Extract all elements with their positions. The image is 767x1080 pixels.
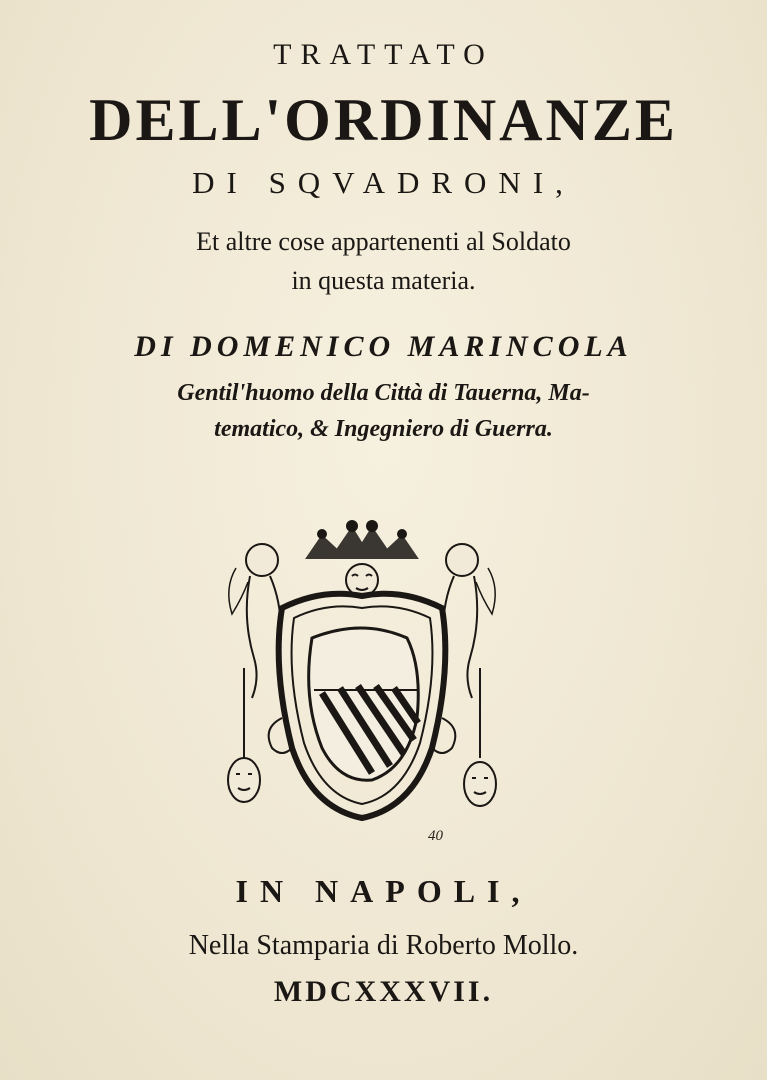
imprint-year: MDCXXXVII. — [273, 975, 494, 1008]
title-line-3: DI SQVADRONI, — [192, 165, 575, 200]
author-description-2: tematico, & Ingegniero di Guerra. — [214, 416, 553, 442]
main-title: DELL'ORDINANZE — [89, 87, 678, 153]
imprint-place: IN NAPOLI, — [235, 873, 532, 909]
author-name: DI DOMENICO MARINCOLA — [134, 330, 633, 363]
author-description-1: Gentil'huomo della Città di Tauerna, Ma- — [177, 380, 590, 406]
printer-emblem-icon — [222, 518, 502, 828]
title-line-1: TRATTATO — [273, 38, 494, 71]
subtitle-line-1: Et altre cose appartenenti al Soldato — [196, 227, 571, 256]
handwritten-note: 40 — [428, 828, 443, 844]
imprint-printer: Nella Stamparia di Roberto Mollo. — [188, 930, 579, 961]
subtitle-line-2: in questa materia. — [291, 266, 476, 295]
